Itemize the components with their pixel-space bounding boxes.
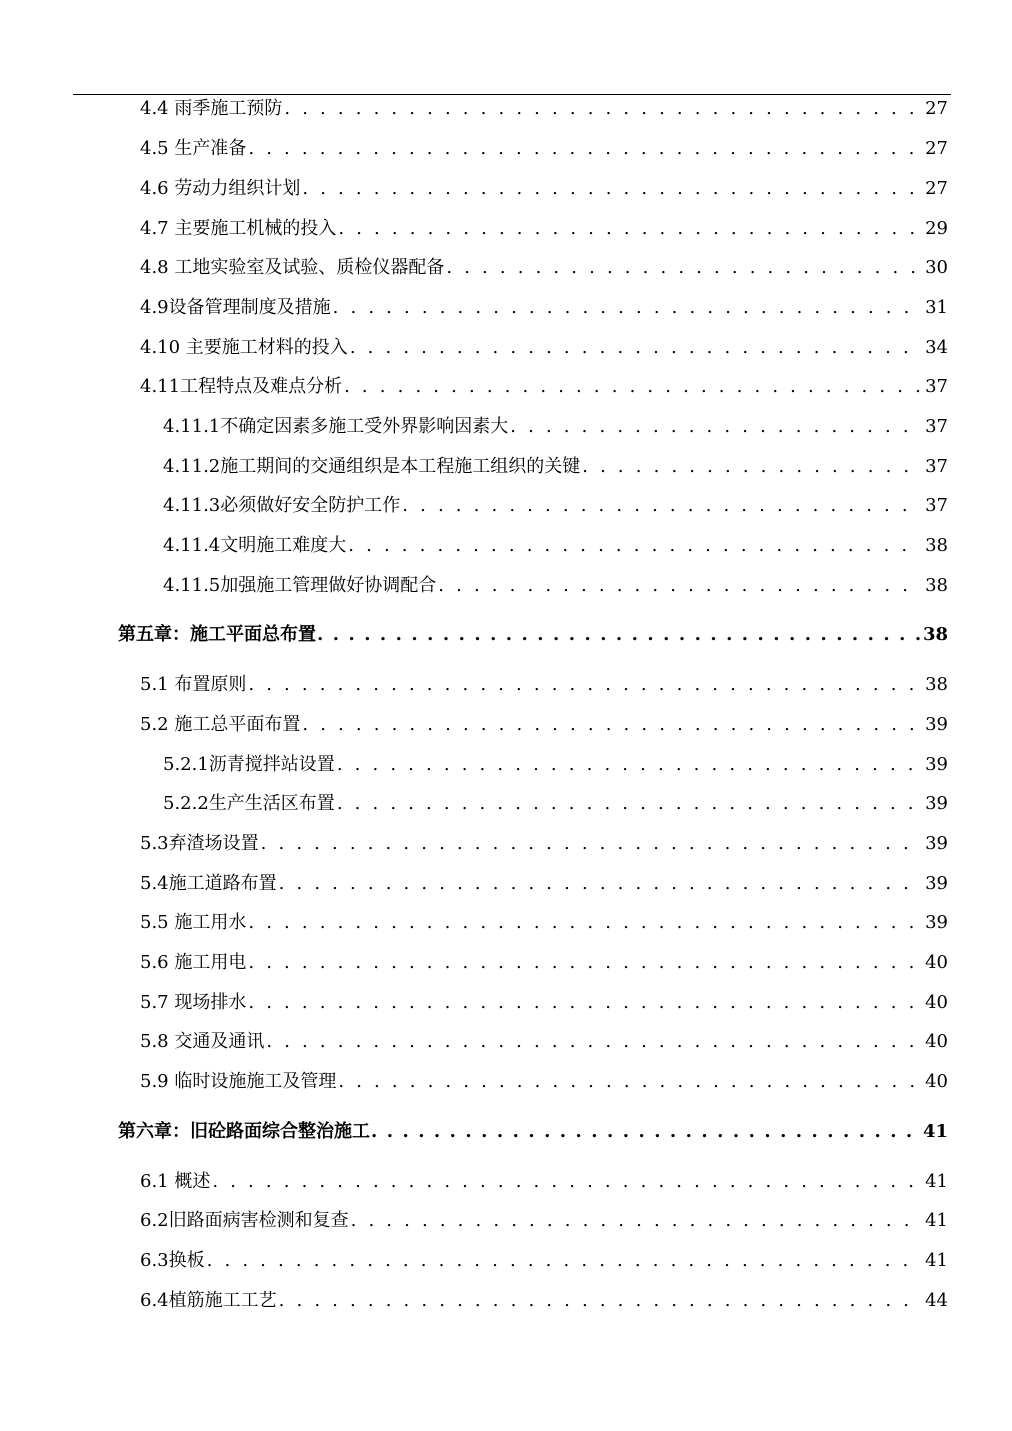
toc-entry-title: 5.6 施工用电 [140, 952, 247, 973]
toc-entry-title: 4.10 主要施工材料的投入 [140, 337, 348, 358]
toc-entry-title: 4.7 主要施工机械的投入 [140, 218, 337, 239]
toc-entry-title: 6.2旧路面病害检测和复查 [140, 1210, 349, 1231]
toc-entry-title: 5.4施工道路布置 [140, 873, 277, 894]
toc-entry[interactable] [163, 455, 948, 479]
dot-leader [446, 256, 921, 280]
toc-entry-title: 4.11.1不确定因素多施工受外界影响因素大 [163, 416, 509, 437]
toc-entry-title: 第五章：施工平面总布置 [118, 624, 316, 645]
toc-entry[interactable] [140, 1249, 948, 1273]
toc-chapter-entry[interactable] [118, 1120, 948, 1144]
toc-entry[interactable] [163, 415, 948, 439]
toc-entry-page: 37 [925, 495, 948, 516]
toc-entry[interactable] [140, 296, 948, 320]
toc-entry-title: 5.5 施工用水 [140, 912, 247, 933]
dot-leader [266, 1030, 921, 1054]
toc-entry[interactable] [140, 137, 948, 161]
dot-leader [351, 1209, 921, 1233]
toc-entry[interactable] [140, 1070, 948, 1094]
toc-entry[interactable] [140, 177, 948, 201]
header-rule [73, 94, 951, 95]
dot-leader [582, 455, 921, 479]
toc-entry[interactable] [140, 1289, 948, 1313]
toc-entry[interactable] [140, 1170, 948, 1194]
toc-entry-page: 27 [925, 138, 948, 159]
toc-entry-page: 38 [922, 624, 948, 645]
toc-entry-page: 38 [925, 575, 948, 596]
toc-entry-page: 40 [925, 952, 948, 973]
toc-entry[interactable] [140, 217, 948, 241]
toc-entry-page: 38 [925, 674, 948, 695]
dot-leader [302, 177, 921, 201]
dot-leader [333, 296, 921, 320]
toc-entry-title: 5.7 现场排水 [140, 992, 247, 1013]
toc-entry[interactable] [140, 951, 948, 975]
toc-entry-page: 30 [925, 257, 948, 278]
dot-leader [402, 494, 921, 518]
toc-entry-page: 40 [925, 992, 948, 1013]
toc-entry-title: 4.6 劳动力组织计划 [140, 178, 301, 199]
toc-entry-title: 6.1 概述 [140, 1171, 211, 1192]
toc-entry-title: 第六章：旧砼路面综合整治施工 [118, 1121, 370, 1142]
toc-entry-page: 39 [925, 754, 948, 775]
dot-leader [438, 574, 921, 598]
toc-entry-title: 6.3换板 [140, 1250, 205, 1271]
toc-entry-title: 5.8 交通及通讯 [140, 1031, 265, 1052]
toc-entry-title: 4.9设备管理制度及措施 [140, 297, 331, 318]
dot-leader [371, 1120, 923, 1144]
toc-entry-title: 5.3弃渣场设置 [140, 833, 259, 854]
dot-leader [338, 1070, 921, 1094]
toc-entry[interactable] [140, 1209, 948, 1233]
toc-entry-page: 39 [925, 793, 948, 814]
toc-entry-page: 31 [925, 297, 948, 318]
toc-entry-page: 41 [925, 1171, 948, 1192]
toc-entry-title: 4.11.4文明施工难度大 [163, 535, 347, 556]
toc-entry-title: 4.11.3必须做好安全防护工作 [163, 495, 401, 516]
toc-entry-page: 40 [925, 1031, 948, 1052]
dot-leader [337, 792, 921, 816]
toc-entry-page: 41 [925, 1250, 948, 1271]
dot-leader [279, 1289, 921, 1313]
dot-leader [510, 415, 921, 439]
dot-leader [248, 991, 921, 1015]
toc-entry-page: 39 [925, 714, 948, 735]
toc-entry[interactable] [140, 336, 948, 360]
toc-entry-title: 4.8 工地实验室及试验、质检仪器配备 [140, 257, 445, 278]
toc-chapter-entry[interactable] [118, 623, 948, 647]
dot-leader [248, 911, 921, 935]
toc-entry[interactable] [140, 97, 948, 121]
dot-leader [302, 713, 921, 737]
toc-entry-page: 44 [925, 1290, 948, 1311]
toc-entry-title: 5.2 施工总平面布置 [140, 714, 301, 735]
dot-leader [338, 217, 921, 241]
toc-entry-title: 6.4植筋施工工艺 [140, 1290, 277, 1311]
dot-leader [348, 534, 921, 558]
dot-leader [212, 1170, 921, 1194]
toc-entry-page: 39 [925, 912, 948, 933]
dot-leader [344, 375, 921, 399]
toc-entry[interactable] [163, 534, 948, 558]
toc-entry-title: 5.2.1沥青搅拌站设置 [163, 754, 335, 775]
toc-entry[interactable] [163, 753, 948, 777]
toc-entry[interactable] [140, 375, 948, 399]
toc-entry-title: 5.1 布置原则 [140, 674, 247, 695]
toc-entry-page: 39 [925, 873, 948, 894]
toc-entry-page: 41 [925, 1210, 948, 1231]
dot-leader [248, 673, 921, 697]
toc-entry-page: 34 [925, 337, 948, 358]
toc-entry[interactable] [140, 832, 948, 856]
toc-entry[interactable] [163, 494, 948, 518]
toc-entry[interactable] [140, 991, 948, 1015]
toc-entry-title: 4.11.5加强施工管理做好协调配合 [163, 575, 437, 596]
toc-entry-page: 37 [925, 456, 948, 477]
toc-entry-page: 38 [925, 535, 948, 556]
toc-entry-title: 5.2.2生产生活区布置 [163, 793, 335, 814]
dot-leader [279, 872, 921, 896]
toc-entry[interactable] [140, 256, 948, 280]
toc-entry[interactable] [163, 792, 948, 816]
toc-entry-page: 40 [925, 1071, 948, 1092]
toc-entry-title: 5.9 临时设施施工及管理 [140, 1071, 337, 1092]
toc-entry-page: 37 [925, 376, 948, 397]
dot-leader [337, 753, 921, 777]
toc-entry-page: 27 [925, 98, 948, 119]
dot-leader [350, 336, 921, 360]
toc-entry-title: 4.11.2施工期间的交通组织是本工程施工组织的关键 [163, 456, 581, 477]
toc-entry[interactable] [140, 673, 948, 697]
dot-leader [317, 623, 923, 647]
toc-entry-page: 29 [925, 218, 948, 239]
dot-leader [207, 1249, 921, 1273]
toc-entry[interactable] [140, 713, 948, 737]
toc-entry[interactable] [140, 872, 948, 896]
toc-entry-page: 41 [922, 1121, 948, 1142]
toc-entry-title: 4.5 生产准备 [140, 138, 247, 159]
toc-entry[interactable] [140, 1030, 948, 1054]
toc-entry-page: 39 [925, 833, 948, 854]
dot-leader [261, 832, 921, 856]
toc-entry-title: 4.4 雨季施工预防 [140, 98, 283, 119]
dot-leader [284, 97, 921, 121]
toc-entry[interactable] [163, 574, 948, 598]
toc-entry-page: 27 [925, 178, 948, 199]
dot-leader [248, 951, 921, 975]
dot-leader [248, 137, 921, 161]
toc-entry-title: 4.11工程特点及难点分析 [140, 376, 343, 397]
toc-entry-page: 37 [925, 416, 948, 437]
toc-entry[interactable] [140, 911, 948, 935]
